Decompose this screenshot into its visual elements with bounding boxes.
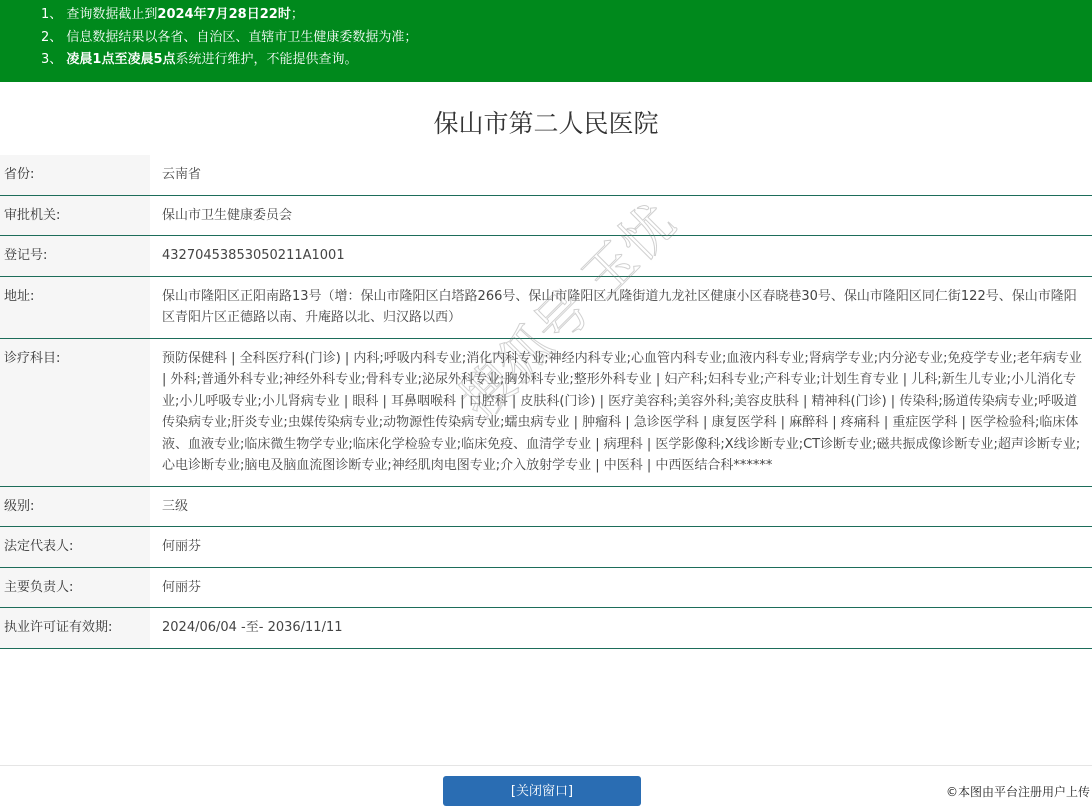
- row-label: 主要负责人:: [0, 568, 150, 608]
- row-label: 地址:: [0, 277, 150, 338]
- row-approval-authority: [0, 196, 1092, 237]
- row-legal-representative: [0, 527, 1092, 568]
- row-label: 登记号:: [0, 236, 150, 276]
- close-window-button[interactable]: [关闭窗口]: [443, 776, 641, 806]
- row-label: 诊疗科目:: [0, 339, 150, 486]
- watermark: 搜狐号 玉忧: [449, 193, 688, 432]
- notice-banner: [0, 0, 1092, 82]
- row-label: 执业许可证有效期:: [0, 608, 150, 648]
- notice-line-1: 1、 查询数据截止到2024年7月28日22时；: [41, 7, 304, 22]
- row-level: [0, 487, 1092, 528]
- row-label: 审批机关:: [0, 196, 150, 236]
- upload-credit: ©本图由平台注册用户上传: [945, 785, 1090, 799]
- notice-line-2: 2、 信息数据结果以各省、自治区、直辖市卫生健康委数据为准；: [41, 30, 418, 45]
- row-value: 43270453853050211A1001: [162, 248, 345, 263]
- notice-line-3: 3、 凌晨1点至凌晨5点系统进行维护，不能提供查询。: [41, 52, 358, 67]
- row-label: 省份:: [0, 155, 150, 195]
- row-value: 何丽芬: [162, 579, 202, 595]
- row-value: 三级: [162, 498, 189, 514]
- row-value: 预防保健科 | 全科医疗科(门诊) | 内科;呼吸内科专业;消化内科专业;神经内科专业;心血管内科专业;血液内科专业;肾病学专业;内分泌专业;免疫学专业;老年病专业 | 外科;普通外科专业;神经外科专业;骨科专业;泌尿外科专业;胸外科专业;整形外科专业 | 妇产科;妇科专业;产科专业;计划生育专业 | 儿科;新生儿专业;小儿消化专业;小儿呼吸专业;小儿肾病专业 | 眼科 | 耳鼻咽喉科 | 口腔科 | 皮肤科(门诊) | 医疗美容科;美容外科;美容皮肤科 | 精神科(门诊) | 传染科;肠道传染病专业;呼吸道传染病专业;肝炎专业;虫媒传染病专业;动物源性传染病专业;蠕虫病专业 | 肿瘤科 | 急诊医学科 | 康复医学科 | 麻醉科 | 疼痛科 | 重症医学科 | 医学检验科;临床体液、血液专业;临床微生物学专业;临床化学检验专业;临床免疫、血清学专业 | 病理科 | 医学影像科;X线诊断专业;CT诊断专业;磁共振成像诊断专业;超声诊断专业;心电诊断专业;脑电及脑血流图诊断专业;神经肌肉电图专业;介入放射学专业 | 中医科 | 中西医结合科******: [162, 350, 1082, 473]
- row-label: 级别:: [0, 487, 150, 527]
- row-registration-number: [0, 236, 1092, 277]
- row-departments: [0, 339, 1092, 487]
- page-title: 保山市第二人民医院: [433, 109, 659, 138]
- row-value: 保山市卫生健康委员会: [162, 207, 293, 223]
- hospital-info-table: [0, 155, 1092, 649]
- row-province: [0, 155, 1092, 196]
- divider: [0, 765, 1092, 766]
- row-license-validity: [0, 608, 1092, 649]
- row-value: 云南省: [162, 167, 202, 182]
- row-label: 法定代表人:: [0, 527, 150, 567]
- row-principal: [0, 568, 1092, 609]
- row-address: [0, 277, 1092, 339]
- row-value: 2024/06/04 -至- 2036/11/11: [162, 620, 343, 635]
- row-value: 何丽芬: [162, 539, 202, 554]
- row-value: 保山市隆阳区正阳南路13号（增：保山市隆阳区白塔路266号、保山市隆阳区九隆街道九龙社区健康小区春晓巷30号、保山市隆阳区同仁街122号、保山市隆阳区青阳片区正德路以南、升庵路以北、归汉路以西）: [162, 288, 1077, 325]
